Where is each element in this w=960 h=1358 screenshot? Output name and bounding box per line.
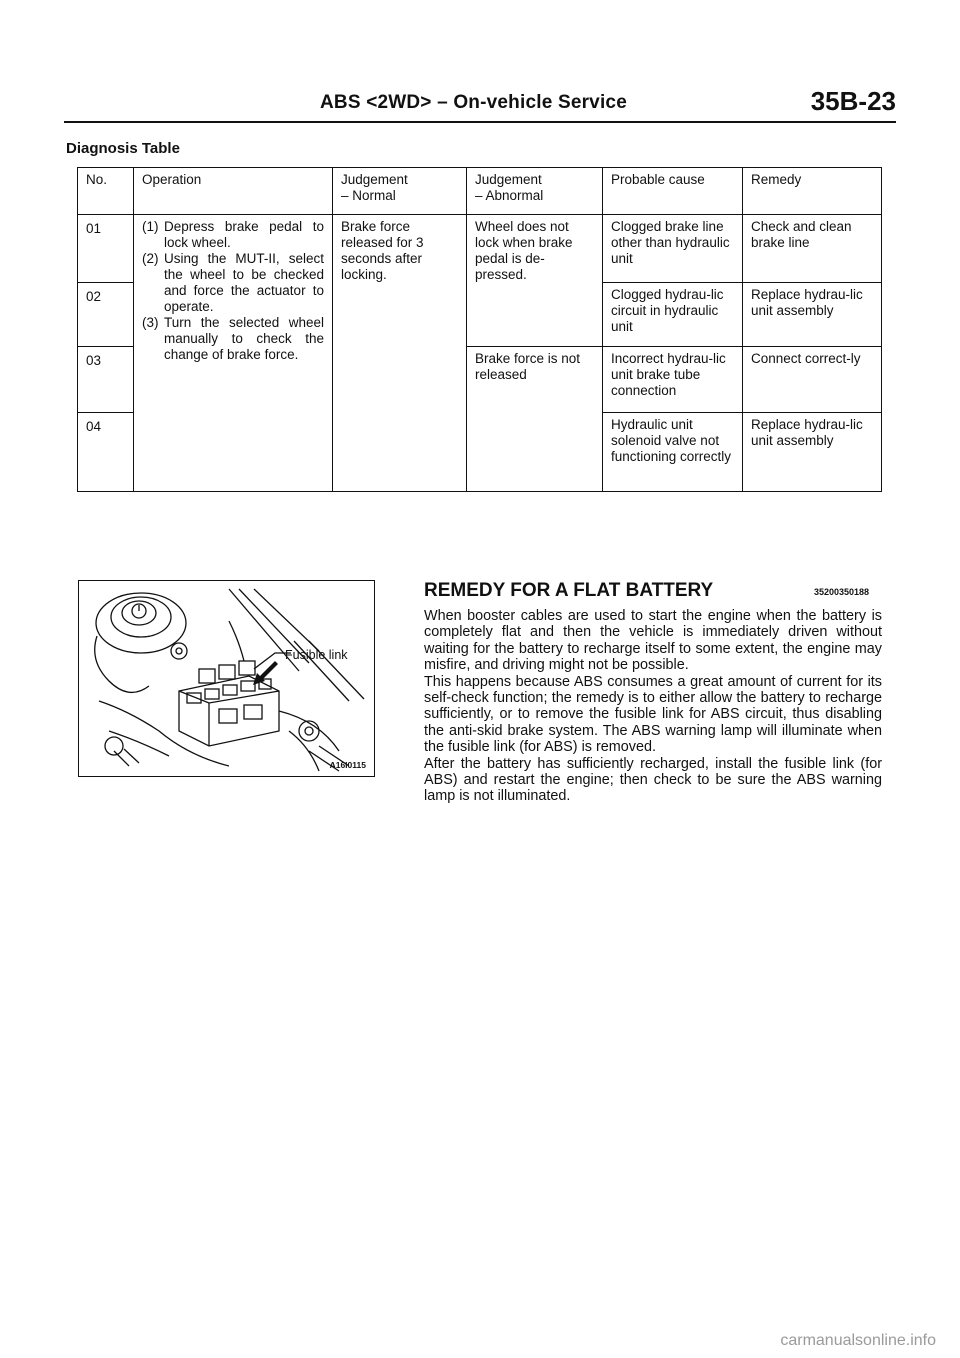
watermark: carmanualsonline.info [780, 1332, 936, 1349]
remedy-cell: Replace hydrau-lic unit assembly [743, 413, 882, 492]
diagnosis-table [77, 167, 882, 492]
header-rule [64, 121, 896, 123]
table-header-row [78, 168, 882, 215]
probable-cause-cell: Incorrect hydrau-lic unit brake tube connection [603, 347, 743, 413]
operation-step: (3) Turn the selected wheel manually to check the change of brake force. [142, 315, 324, 362]
operation-step: (1) Depress brake pedal to lock wheel. [142, 219, 324, 250]
remedy-paragraph: When booster cables are used to start the engine when the battery is completely flat and then the vehicle is immediately driven without waiting for the battery to recharge itself to some extent, the engine may misfire, and driving might not be possible. [424, 608, 882, 674]
judgement-normal-cell: Brake force released for 3 seconds after locking. [333, 215, 467, 492]
col-header-remedy: Remedy [743, 168, 882, 215]
engine-bay-illustration [78, 580, 375, 777]
figure-code: A16I0115 [329, 760, 366, 770]
col-header-judgement-normal: Judgement – Normal [333, 168, 467, 215]
page-header-title: ABS <2WD> – On-vehicle Service [320, 92, 627, 113]
operation-steps [142, 219, 324, 363]
table-row [78, 215, 882, 283]
remedy-cell: Check and clean brake line [743, 215, 882, 283]
remedy-cell: Connect correct-ly [743, 347, 882, 413]
row-number: 04 [78, 413, 134, 492]
remedy-heading: REMEDY FOR A FLAT BATTERY [424, 580, 714, 601]
operation-cell [134, 215, 333, 492]
remedy-paragraph: After the battery has sufficiently recharged, install the fusible link (for ABS) and restart the engine; then check to be sure the ABS warning lamp is not illuminated. [424, 755, 882, 805]
diagnosis-table-title: Diagnosis Table [66, 140, 180, 157]
row-number: 01 [78, 215, 134, 283]
judgement-abnormal-cell: Brake force is not released [467, 347, 603, 492]
page-number: 35B-23 [810, 86, 896, 116]
col-header-operation: Operation [134, 168, 333, 215]
fusible-link-label: Fusible link [285, 648, 348, 662]
row-number: 02 [78, 283, 134, 347]
probable-cause-cell: Clogged brake line other than hydraulic unit [603, 215, 743, 283]
remedy-cell: Replace hydrau-lic unit assembly [743, 283, 882, 347]
operation-step: (2) Using the MUT-II, select the wheel to be checked and force the actuator to operate. [142, 251, 324, 314]
judgement-abnormal-cell: Wheel does not lock when brake pedal is de-pressed. [467, 215, 603, 347]
col-header-probable-cause: Probable cause [603, 168, 743, 215]
row-number: 03 [78, 347, 134, 413]
probable-cause-cell: Hydraulic unit solenoid valve not functioning correctly [603, 413, 743, 492]
col-header-no: No. [78, 168, 134, 215]
remedy-paragraph: This happens because ABS consumes a great amount of current for its self-check function; the remedy is to either allow the battery to recharge sufficiently, or to remove the fusible link for ABS circuit, thus disabling the anti-skid brake system. The ABS warning lamp will illuminate when the fusible link (for ABS) is removed. [424, 673, 882, 756]
remedy-code: 35200350188 [814, 587, 870, 597]
probable-cause-cell: Clogged hydrau-lic circuit in hydraulic unit [603, 283, 743, 347]
engine-bay-drawing [79, 581, 374, 776]
col-header-judgement-abnormal: Judgement – Abnormal [467, 168, 603, 215]
remedy-body [424, 608, 882, 805]
